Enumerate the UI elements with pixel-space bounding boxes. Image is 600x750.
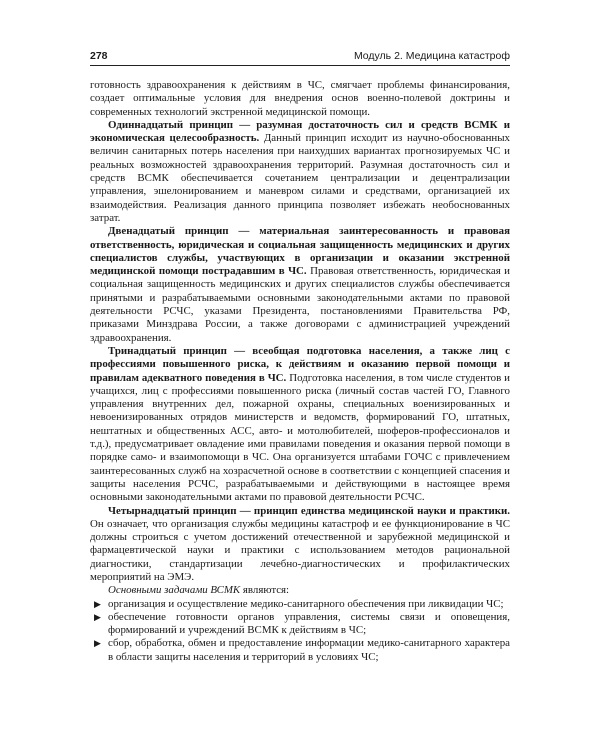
tasks-intro — [90, 584, 510, 597]
list-item-text: сбор, обработка, обмен и предоставление информации медико-санитарного характера в области защиты населения и территорий в условиях ЧС; — [108, 637, 510, 663]
bullet-icon: ▶ — [94, 598, 101, 609]
running-header — [90, 47, 510, 66]
principle-12-title: Двенадцатый принцип — материальная заинтересованность и правовая ответственность, юридическая и социальная защищенность медицинских и других специалистов службы, участвующих в организации и оказании экстренной медицинской помощи пострадавшим в ЧС. — [90, 225, 510, 278]
principle-11-title: Одиннадцатый принцип — разумная достаточность сил и средств ВСМК и экономическая целесообразность. — [90, 118, 510, 145]
principle-12-text: Правовая ответственность, юридическая и социальная защищенность медицинских и других специалистов службы обеспечивается принятыми и разрабатываемыми основными законодательными актами по правовой деятельности РСЧС, указами Президента, постановлениями Правительства РФ, приказами Минздрава России, а также договорами с администрацией учреждений здравоохранения. — [90, 265, 510, 344]
list-item — [90, 611, 510, 638]
principle-11-paragraph — [90, 119, 510, 225]
list-item — [90, 598, 510, 611]
principle-14-paragraph — [90, 505, 510, 585]
list-item — [90, 637, 510, 664]
tasks-list — [90, 598, 510, 664]
tasks-intro-italic: Основными задачами ВСМК — [108, 584, 241, 597]
principle-12-paragraph — [90, 225, 510, 345]
principle-11-text: Данный принцип исходит из научно-обоснованных величин санитарных потерь населения при наихудших вариантах прогнозируемых ЧС и реальных возможностей здравоохранения территорий. Разумная достаточность сил и средств ВСМК обеспечивается сочетанием централизации и децентрализации управления, эшелонированием и маневром силами и средствами, организацией их взаимодействия. Реализация данного принципа позволяет избежать необоснованных затрат. — [90, 132, 510, 224]
principle-13-text: Подготовка населения, в том числе студентов и учащихся, лиц с профессиями повышенного риска (личный состав частей ГО, Главного управления внутренних дел, пожарной охраны, специальных военизированных и невоенизированных отрядов министерств и ведомств, формирований ГО, штатных, нештатных и общественных АСС, авто- и мотолюбителей, шоферов-профессионалов и т.д.), предусматривает овладение ими правилами поведения и оказания первой помощи в порядке само- и взаимопомощи в ЧС. Она организуется штабами ГОЧС с привлечением заинтересованных служб на хозрасчетной основе в соответствии с концепцией спасения и защиты населения РСЧС, разрабатываемыми и действующими в настоящее время основными законодательными актами по правовой деятельности РСЧС. — [90, 371, 510, 504]
principle-13-title: Тринадцатый принцип — всеобщая подготовка населения, а также лиц с профессиями повышенного риска, к действиям и оказанию первой помощи и правилам адекватного поведения в ЧС. — [90, 344, 510, 384]
bullet-icon: ▶ — [94, 611, 101, 622]
running-title: Модуль 2. Медицина катастроф — [353, 50, 510, 62]
list-item-text: организация и осуществление медико-санитарного обеспечения при ликвидации ЧС; — [108, 597, 504, 610]
intro-paragraph: готовность здравоохранения к действиям в ЧС, смягчает проблемы финансирования, создает оптимальные условия для внедрения основ военно-полевой доктрины и современных технологий экстренной медицинской помощи. — [90, 79, 510, 118]
principle-14-text: Он означает, что организация службы медицины катастроф и ее функционирование в ЧС должны строиться с учетом достижений отечественной и зарубежной медицинской и фармацевтической науки и практики с использованием методов рациональной диагностики, стандартизации лечебно-диагностических и профилактических мероприятий на ЭМЭ. — [90, 517, 510, 583]
principle-13-paragraph — [90, 345, 510, 505]
body-text — [90, 79, 510, 664]
tasks-intro-rest: являются: — [240, 584, 290, 597]
principle-14-title: Четырнадцатый принцип — принцип единства медицинской науки и практики. — [108, 504, 510, 517]
list-item-text: обеспечение готовности органов управления, системы связи и оповещения, формирований и учреждений ВСМК к действиям в ЧС; — [108, 610, 510, 637]
bullet-icon: ▶ — [94, 638, 101, 649]
page-number: 278 — [90, 50, 108, 62]
